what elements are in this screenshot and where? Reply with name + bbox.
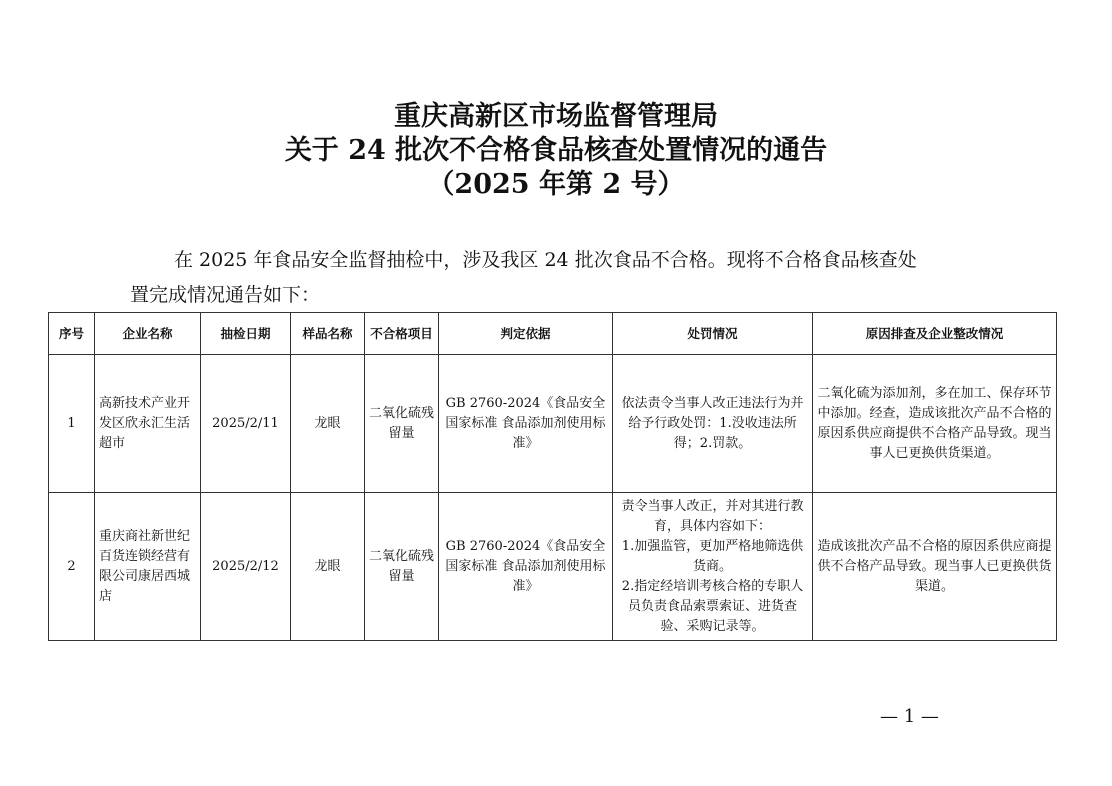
title-line-2: 关于 24 批次不合格食品核查处置情况的通告 bbox=[284, 135, 828, 166]
cell-no: 2 bbox=[49, 493, 95, 641]
cell-penalty bbox=[613, 355, 813, 493]
intro-line-1: 在 2025 年食品安全监督抽检中，涉及我区 24 批次食品不合格。现将不合格食品核查处 bbox=[174, 249, 917, 271]
penalty-line: 2.指定经培训考核合格的专职人员负责食品索票索证、进货查验、采购记录等。 bbox=[621, 578, 804, 634]
cell-reason: 二氧化硫为添加剂，多在加工、保存环节中添加。经查，造成该批次产品不合格的原因系供应商提供不合格产品导致。现当事人已更换供货渠道。 bbox=[813, 355, 1057, 493]
title-line-1: 重庆高新区市场监督管理局 bbox=[394, 101, 718, 132]
cell-date: 2025/2/12 bbox=[201, 493, 291, 641]
header-item: 不合格项目 bbox=[365, 313, 439, 355]
table-row bbox=[49, 355, 1057, 493]
intro-paragraph bbox=[130, 243, 990, 313]
cell-company: 重庆商社新世纪百货连锁经营有限公司康居西城店 bbox=[95, 493, 201, 641]
cell-sample: 龙眼 bbox=[291, 355, 365, 493]
cell-penalty bbox=[613, 493, 813, 641]
cell-company: 高新技术产业开发区欣永汇生活超市 bbox=[95, 355, 201, 493]
cell-date: 2025/2/11 bbox=[201, 355, 291, 493]
header-company: 企业名称 bbox=[95, 313, 201, 355]
cell-basis: GB 2760-2024《食品安全国家标准 食品添加剂使用标准》 bbox=[439, 355, 613, 493]
page-number: — 1 — bbox=[880, 706, 939, 727]
table-row bbox=[49, 493, 1057, 641]
header-no: 序号 bbox=[49, 313, 95, 355]
penalty-line: 依法责令当事人改正违法行为并给予行政处罚：1.没收违法所得；2.罚款。 bbox=[621, 395, 804, 451]
notice-title bbox=[0, 100, 1112, 202]
penalty-line: 责令当事人改正，并对其进行教育，具体内容如下： bbox=[621, 498, 804, 534]
header-penalty: 处罚情况 bbox=[613, 313, 813, 355]
header-sample: 样品名称 bbox=[291, 313, 365, 355]
cell-reason: 造成该批次产品不合格的原因系供应商提供不合格产品导致。现当事人已更换供货渠道。 bbox=[813, 493, 1057, 641]
header-date: 抽检日期 bbox=[201, 313, 291, 355]
results-table bbox=[48, 312, 1057, 641]
cell-sample: 龙眼 bbox=[291, 493, 365, 641]
cell-no: 1 bbox=[49, 355, 95, 493]
cell-basis: GB 2760-2024《食品安全国家标准 食品添加剂使用标准》 bbox=[439, 493, 613, 641]
title-line-3: （2025 年第 2 号） bbox=[427, 169, 685, 200]
penalty-line: 1.加强监管，更加严格地筛选供货商。 bbox=[621, 538, 804, 574]
header-basis: 判定依据 bbox=[439, 313, 613, 355]
header-reason: 原因排查及企业整改情况 bbox=[813, 313, 1057, 355]
cell-item: 二氧化硫残留量 bbox=[365, 355, 439, 493]
intro-line-2: 置完成情况通告如下： bbox=[130, 284, 321, 306]
cell-item: 二氧化硫残留量 bbox=[365, 493, 439, 641]
table-header-row bbox=[49, 313, 1057, 355]
